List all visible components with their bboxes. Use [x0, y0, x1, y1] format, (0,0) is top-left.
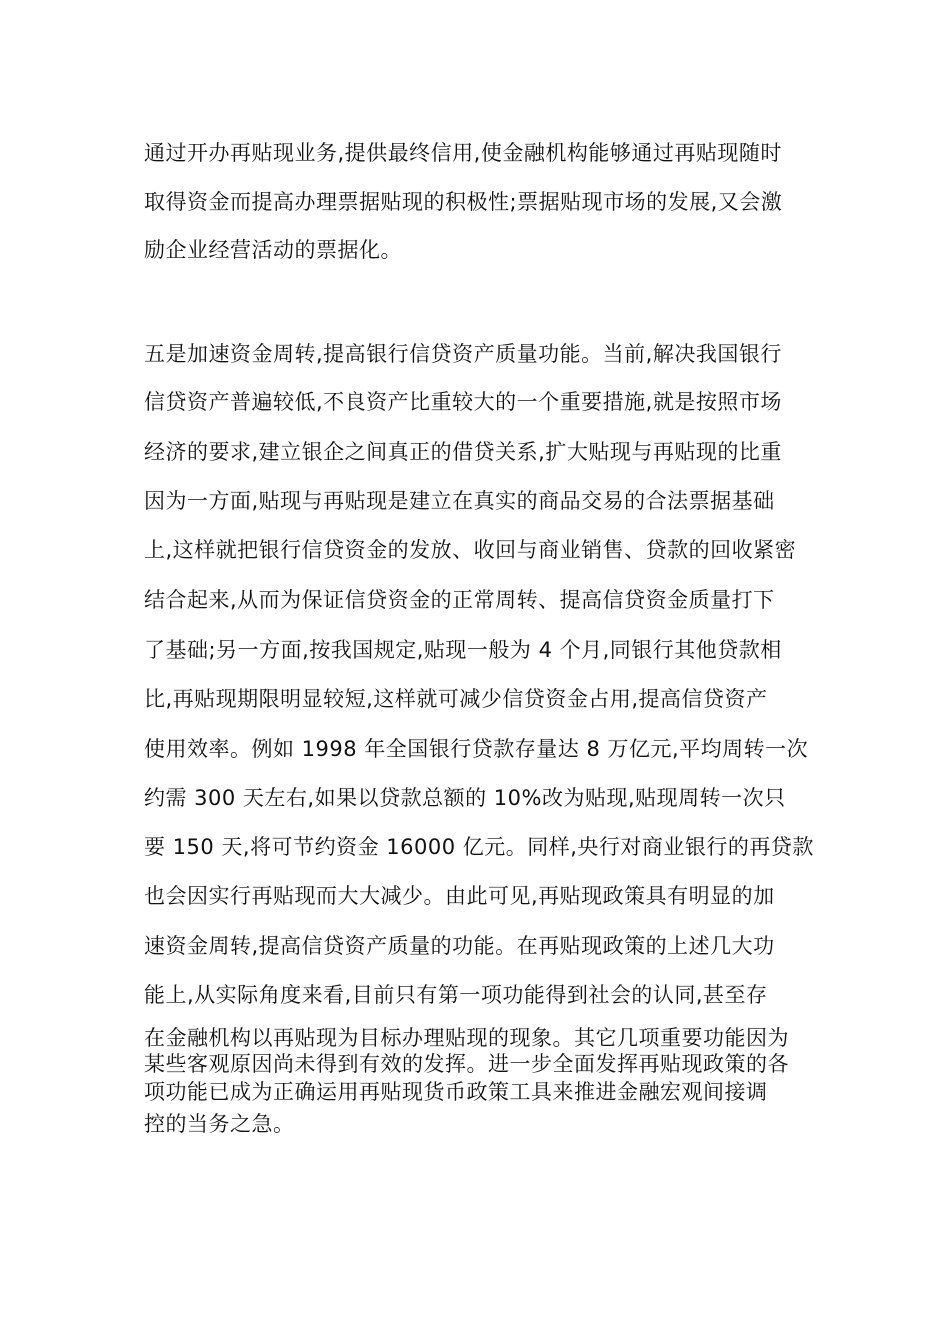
text-line: 控的当务之急。 [144, 1112, 295, 1136]
text-line: 约需 300 天左右,如果以贷款总额的 10%改为贴现,贴现周转一次只 [144, 786, 786, 810]
text-line: 上,这样就把银行信贷资金的发放、收回与商业销售、贷款的回收紧密 [144, 538, 797, 562]
text-line: 信贷资产普遍较低,不良资产比重较大的一个重要措施,就是按照市场 [144, 390, 782, 414]
text-line: 因为一方面,贴现与再贴现是建立在真实的商品交易的合法票据基础 [144, 489, 775, 513]
text-line: 能上,从实际角度来看,目前只有第一项功能得到社会的认同,甚至存 [144, 983, 768, 1007]
text-line: 比,再贴现期限明显较短,这样就可减少信贷资金占用,提高信贷资产 [144, 687, 768, 711]
text-line: 了基础;另一方面,按我国规定,贴现一般为 4 个月,同银行其他贷款相 [144, 638, 782, 662]
text-line: 使用效率。例如 1998 年全国银行贷款存量达 8 万亿元,平均周转一次 [144, 737, 809, 761]
text-line: 在金融机构以再贴现为目标办理贴现的现象。其它几项重要功能因为 [144, 1026, 789, 1050]
text-line: 某些客观原因尚未得到有效的发挥。进一步全面发挥再贴现政策的各 [144, 1052, 789, 1076]
text-line: 经济的要求,建立银企之间真正的借贷关系,扩大贴现与再贴现的比重 [144, 440, 782, 464]
text-line: 取得资金而提高办理票据贴现的积极性;票据贴现市场的发展,又会激 [144, 190, 783, 214]
text-line: 也会因实行再贴现而大大减少。由此可见,再贴现政策具有明显的加 [144, 884, 775, 908]
text-line: 结合起来,从而为保证信贷资金的正常周转、提高信贷资金质量打下 [144, 588, 775, 612]
text-line: 五是加速资金周转,提高银行信贷资产质量功能。当前,解决我国银行 [144, 342, 782, 366]
text-line: 项功能已成为正确运用再贴现货币政策工具来推进金融宏观间接调 [144, 1080, 768, 1104]
text-line: 要 150 天,将可节约资金 16000 亿元。同样,央行对商业银行的再贷款 [144, 835, 814, 859]
text-line: 速资金周转,提高信贷资产质量的功能。在再贴现政策的上述几大功 [144, 934, 775, 958]
text-line: 励企业经营活动的票据化。 [144, 238, 402, 262]
text-line: 通过开办再贴现业务,提供最终信用,使金融机构能够通过再贴现随时 [144, 141, 782, 165]
